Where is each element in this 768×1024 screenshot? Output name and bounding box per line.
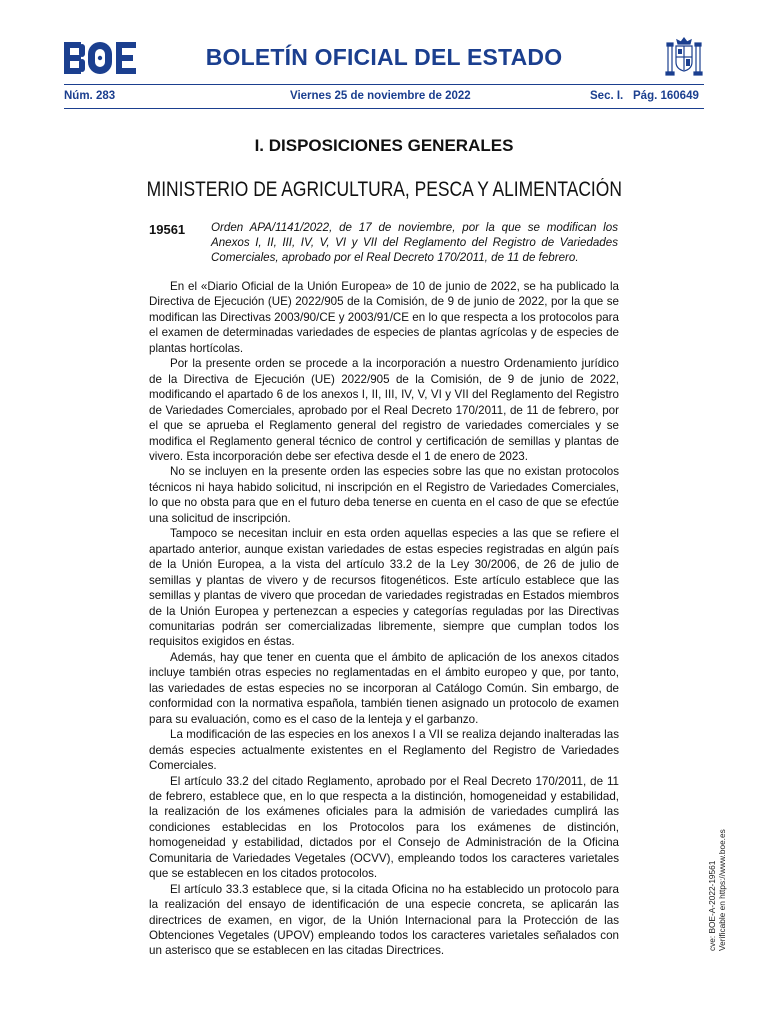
paragraph: La modificación de las especies en los anexos I a VII se realiza dejando inalteradas las demás especies actualmente existentes en el Reglamento del Registro de Variedades Comerciales. bbox=[149, 728, 619, 773]
header-rule-bottom bbox=[64, 108, 704, 109]
issue-info-row bbox=[64, 90, 704, 104]
ministry-heading bbox=[0, 178, 768, 202]
ministry-name: MINISTERIO DE AGRICULTURA, PESCA Y ALIMENTACIÓN bbox=[146, 178, 622, 201]
body-text bbox=[149, 279, 619, 959]
paragraph: No se incluyen en la presente orden las especies sobre las que no existan protocolos técnicos ni haya habido solicitud, ni inscripción en el Registro de Variedades Comerciales, lo que no obsta para que en el futuro deba tenerse en cuenta en el caso de que se efectúe una solicitud de inscripción. bbox=[149, 465, 619, 525]
verification-link[interactable]: Verificable en https://www.boe.es bbox=[717, 829, 727, 951]
paragraph: Además, hay que tener en cuenta que el ámbito de aplicación de los anexos citados incluye también otras especies no reglamentadas en el ámbito europeo y que, por tanto, las variedades de estas especies no se incorporan al Catálogo Común. Sin embargo, de conformidad con la normativa española, también tienen asignado un protocolo de examen para su evaluación, como es el caso de la lenteja y el garbanzo. bbox=[149, 650, 619, 726]
cve-code: cve: BOE-A-2022-19561 bbox=[707, 860, 717, 951]
paragraph: En el «Diario Oficial de la Unión Europea» de 10 de junio de 2022, se ha publicado la Directiva de Ejecución (UE) 2022/905 de la Comisión, de 9 de junio de 2022, por la que se modifican las Directivas 2003/90/CE y 2003/91/CE en lo que respecta a los protocolos para el examen de determinadas variedades de especies de plantas agrícolas y de especies de plantas hortícolas. bbox=[149, 280, 619, 355]
issue-date: Viernes 25 de noviembre de 2022 bbox=[290, 90, 471, 102]
header-rule-top bbox=[64, 84, 704, 85]
disposition-title: Orden APA/1141/2022, de 17 de noviembre, por la que se modifican los Anexos I, II, III, IV, V, VI y VII del Reglamento del Registro de Variedades Comerciales, aprobado por el Real Decreto 170/2011, de 11 de febrero. bbox=[211, 221, 618, 264]
section-label: Sec. I. bbox=[590, 90, 624, 102]
coat-of-arms-icon bbox=[664, 36, 704, 80]
paragraph: Tampoco se necesitan incluir en esta orden aquellas especies a las que se refiere el apartado anterior, aunque existan variedades de estas especies registradas en algún país de la Unión Europea, a la vista del artículo 33.2 de la Ley 30/2006, de 26 de julio de semillas y plantas de vivero y de recursos fitogenéticos. Este artículo establece que las semillas y plantas de vivero que procedan de variedades registradas en Estados miembros de la Unión Europea y pertenezcan a especies y categorías reguladas por las Directivas comunitarias podrán ser comercializadas libremente, siempre que cumplan todos los requisitos exigidos en éstas. bbox=[149, 527, 619, 649]
issue-number: Núm. 283 bbox=[64, 90, 116, 102]
disposition-number: 19561 bbox=[149, 222, 186, 237]
cve-margin-note bbox=[707, 821, 727, 951]
gazette-title: BOLETÍN OFICIAL DEL ESTADO bbox=[205, 44, 563, 70]
paragraph: El artículo 33.2 del citado Reglamento, aprobado por el Real Decreto 170/2011, de 11 de febrero, establece que, en lo que respecta a la distinción, homogeneidad y estabilidad, la realización de los exámenes oficiales para la admisión de variedades cumplirá las condiciones establecidas en los Protocolos para los exámenes de distinción, homogeneidad y estabilidad, dictados por el Consejo de Administración de la Oficina Comunitaria de Variedades Vegetales (OCVV), empleando todos los caracteres varietales que se establecen en los citados protocolos. bbox=[149, 774, 619, 881]
paragraph: El artículo 33.3 establece que, si la citada Oficina no ha establecido un protocolo para la realización del ensayo de identificación de una especie concreta, se aplicarán las directrices de examen, en vigor, de la Unión Internacional para la Protección de las Obtenciones Vegetales (UPOV) empleando todos los caracteres varietales señalados con un asterisco que se establecen en las citadas Directrices. bbox=[149, 882, 619, 958]
page-number: Pág. 160649 bbox=[633, 90, 699, 102]
paragraph: Por la presente orden se procede a la incorporación a nuestro Ordenamiento jurídico de la Directiva de Ejecución (UE) 2022/905 de la Comisión, de 9 de junio de 2022, modificando el apartado 6 de los anexos I, II, III, IV, V, VI y VII del Reglamento del Registro de Variedades Comerciales, aprobado por el Real Decreto 170/2011, de 11 de febrero, por el que se aprueba el Reglamento general del registro de variedades comerciales y se modifica el Reglamento general técnico de control y certificación de semillas y plantas de vivero. Esta incorporación debe ser efectiva desde el 1 de enero de 2023. bbox=[149, 357, 619, 463]
section-title: I. DISPOSICIONES GENERALES bbox=[254, 136, 514, 155]
